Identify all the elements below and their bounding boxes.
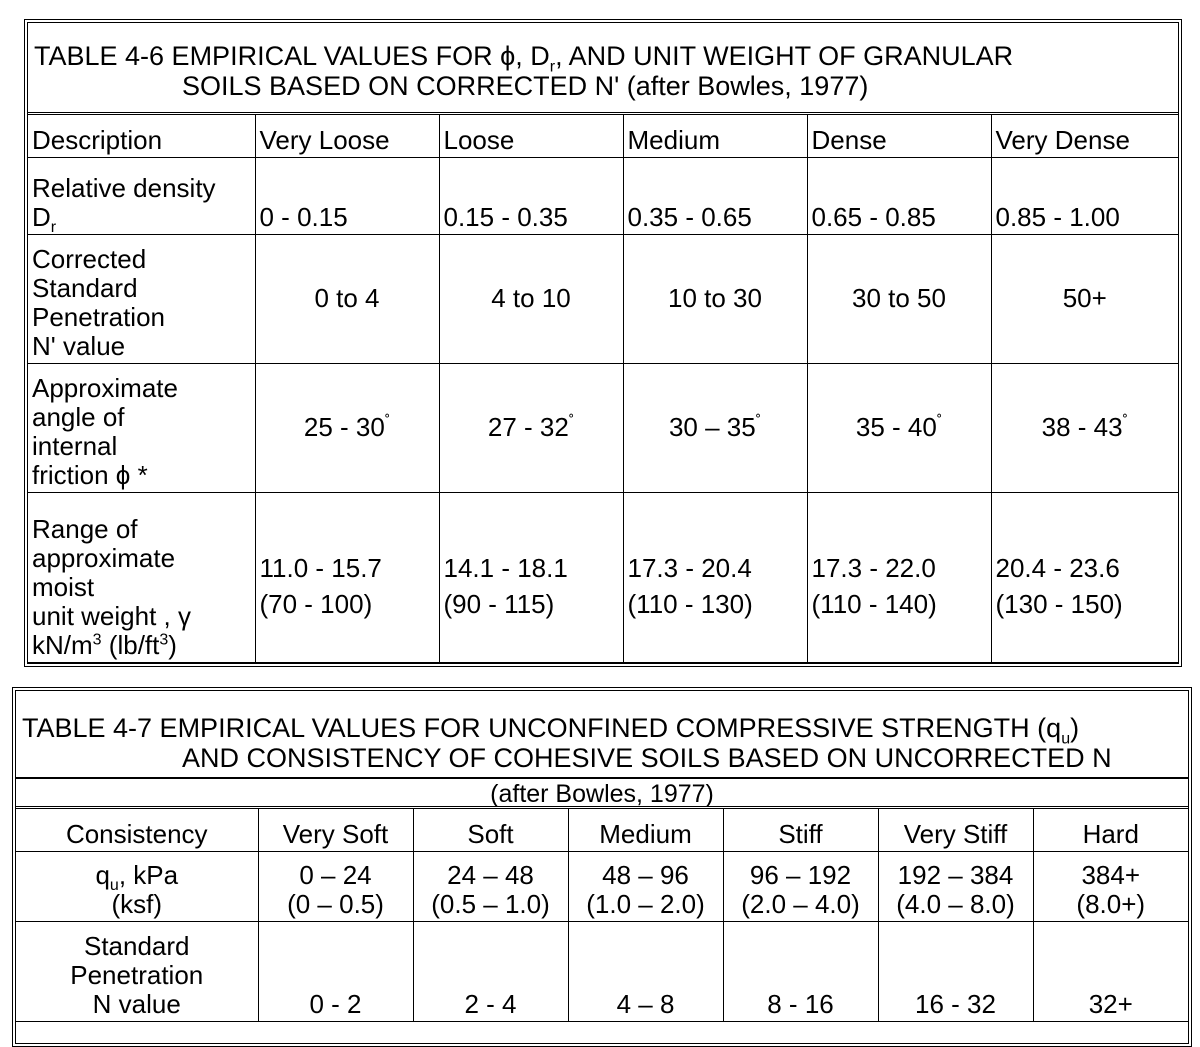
header-cell: Hard <box>1033 809 1188 851</box>
table-cell: 4 to 10 <box>439 234 623 363</box>
header-cell: Dense <box>807 115 991 157</box>
row-label-spt: Standard Penetration N value <box>16 921 258 1021</box>
header-cell: Stiff <box>723 809 878 851</box>
row-label-spt: Corrected Standard Penetration N' value <box>28 234 255 363</box>
table-row <box>16 851 1188 921</box>
table-cell: 35 - 40˚ <box>807 363 991 492</box>
caption-line1-end: , AND UNIT WEIGHT OF GRANULAR <box>555 41 1014 71</box>
header-cell: Very Loose <box>255 115 439 157</box>
table-cell: 14.1 - 18.1 (90 - 115) <box>439 492 623 662</box>
table-cell: 16 - 32 <box>878 921 1033 1021</box>
row-label-relative-density: Relative density $D_r$ <box>28 157 255 234</box>
table-cell: 20.4 - 23.6 (130 - 150) <box>991 492 1178 662</box>
table-cell: 0.15 - 0.35 <box>439 157 623 234</box>
table-cell: 0.85 - 1.00 <box>991 157 1178 234</box>
row-label-friction-angle: Approximate angle of internal friction ϕ * <box>28 363 255 492</box>
caption-sub: u <box>1061 730 1071 748</box>
header-cell: Very Soft <box>258 809 413 851</box>
table-cell: 17.3 - 20.4 (110 - 130) <box>623 492 807 662</box>
table-cell: 17.3 - 22.0 (110 - 140) <box>807 492 991 662</box>
table-4-7-credit: (after Bowles, 1977) <box>16 779 1188 809</box>
table-cell: 0.65 - 0.85 <box>807 157 991 234</box>
table-cell: 30 – 35˚ <box>623 363 807 492</box>
table-cell: 0.35 - 0.65 <box>623 157 807 234</box>
table-4-7 <box>12 687 1192 1047</box>
header-cell: Medium <box>623 115 807 157</box>
table-cell: 8 - 16 <box>723 921 878 1021</box>
table-cell: 27 - 32˚ <box>439 363 623 492</box>
caption-line2: SOILS BASED ON CORRECTED N' (after Bowles, 1977) <box>182 71 869 101</box>
table-4-7-caption <box>16 691 1188 779</box>
caption-line2: AND CONSISTENCY OF COHESIVE SOILS BASED ON UNCORRECTED N <box>182 743 1112 773</box>
table-cell: 0 – 24 (0 – 0.5) <box>258 851 413 921</box>
table-4-6-grid <box>28 115 1178 663</box>
row-label-unit-weight: Range of approximate moist unit weight , γ $kN/m^3$ $(lb/ft^3)$ <box>28 492 255 662</box>
table-4-7-grid <box>16 809 1188 1022</box>
header-cell: Consistency <box>16 809 258 851</box>
header-cell: Loose <box>439 115 623 157</box>
table-cell: 11.0 - 15.7 (70 - 100) <box>255 492 439 662</box>
caption-sub: r <box>549 58 556 76</box>
header-cell: Medium <box>568 809 723 851</box>
table-cell: 32+ <box>1033 921 1188 1021</box>
table-cell: 10 to 30 <box>623 234 807 363</box>
table-4-6-caption <box>28 23 1178 115</box>
caption-line1: TABLE 4-6 EMPIRICAL VALUES FOR ϕ, D <box>34 41 550 71</box>
header-row <box>28 115 1178 157</box>
header-cell: Soft <box>413 809 568 851</box>
header-cell: Very Dense <box>991 115 1178 157</box>
table-cell: 384+ (8.0+) <box>1033 851 1188 921</box>
table-cell: 24 – 48 (0.5 – 1.0) <box>413 851 568 921</box>
table-cell: 0 - 2 <box>258 921 413 1021</box>
table-row <box>28 492 1178 662</box>
table-row <box>28 234 1178 363</box>
table-cell: 96 – 192 (2.0 – 4.0) <box>723 851 878 921</box>
table-row <box>28 363 1178 492</box>
table-cell: 0 - 0.15 <box>255 157 439 234</box>
table-cell: 50+ <box>991 234 1178 363</box>
header-row <box>16 809 1188 851</box>
header-cell: Description <box>28 115 255 157</box>
table-cell: 4 – 8 <box>568 921 723 1021</box>
table-cell: 38 - 43˚ <box>991 363 1178 492</box>
table-cell: 2 - 4 <box>413 921 568 1021</box>
table-cell: 25 - 30˚ <box>255 363 439 492</box>
caption-line1: TABLE 4-7 EMPIRICAL VALUES FOR UNCONFINED COMPRESSIVE STRENGTH (q <box>22 713 1062 743</box>
table-row <box>28 157 1178 234</box>
table-row <box>16 921 1188 1021</box>
caption-line1-end: ) <box>1070 713 1080 743</box>
row-label-qu: $q_u$, kPa (ksf) <box>16 851 258 921</box>
table-4-6 <box>24 19 1182 667</box>
header-cell: Very Stiff <box>878 809 1033 851</box>
table-cell: 0 to 4 <box>255 234 439 363</box>
table-cell: 48 – 96 (1.0 – 2.0) <box>568 851 723 921</box>
table-cell: 30 to 50 <box>807 234 991 363</box>
table-cell: 192 – 384 (4.0 – 8.0) <box>878 851 1033 921</box>
